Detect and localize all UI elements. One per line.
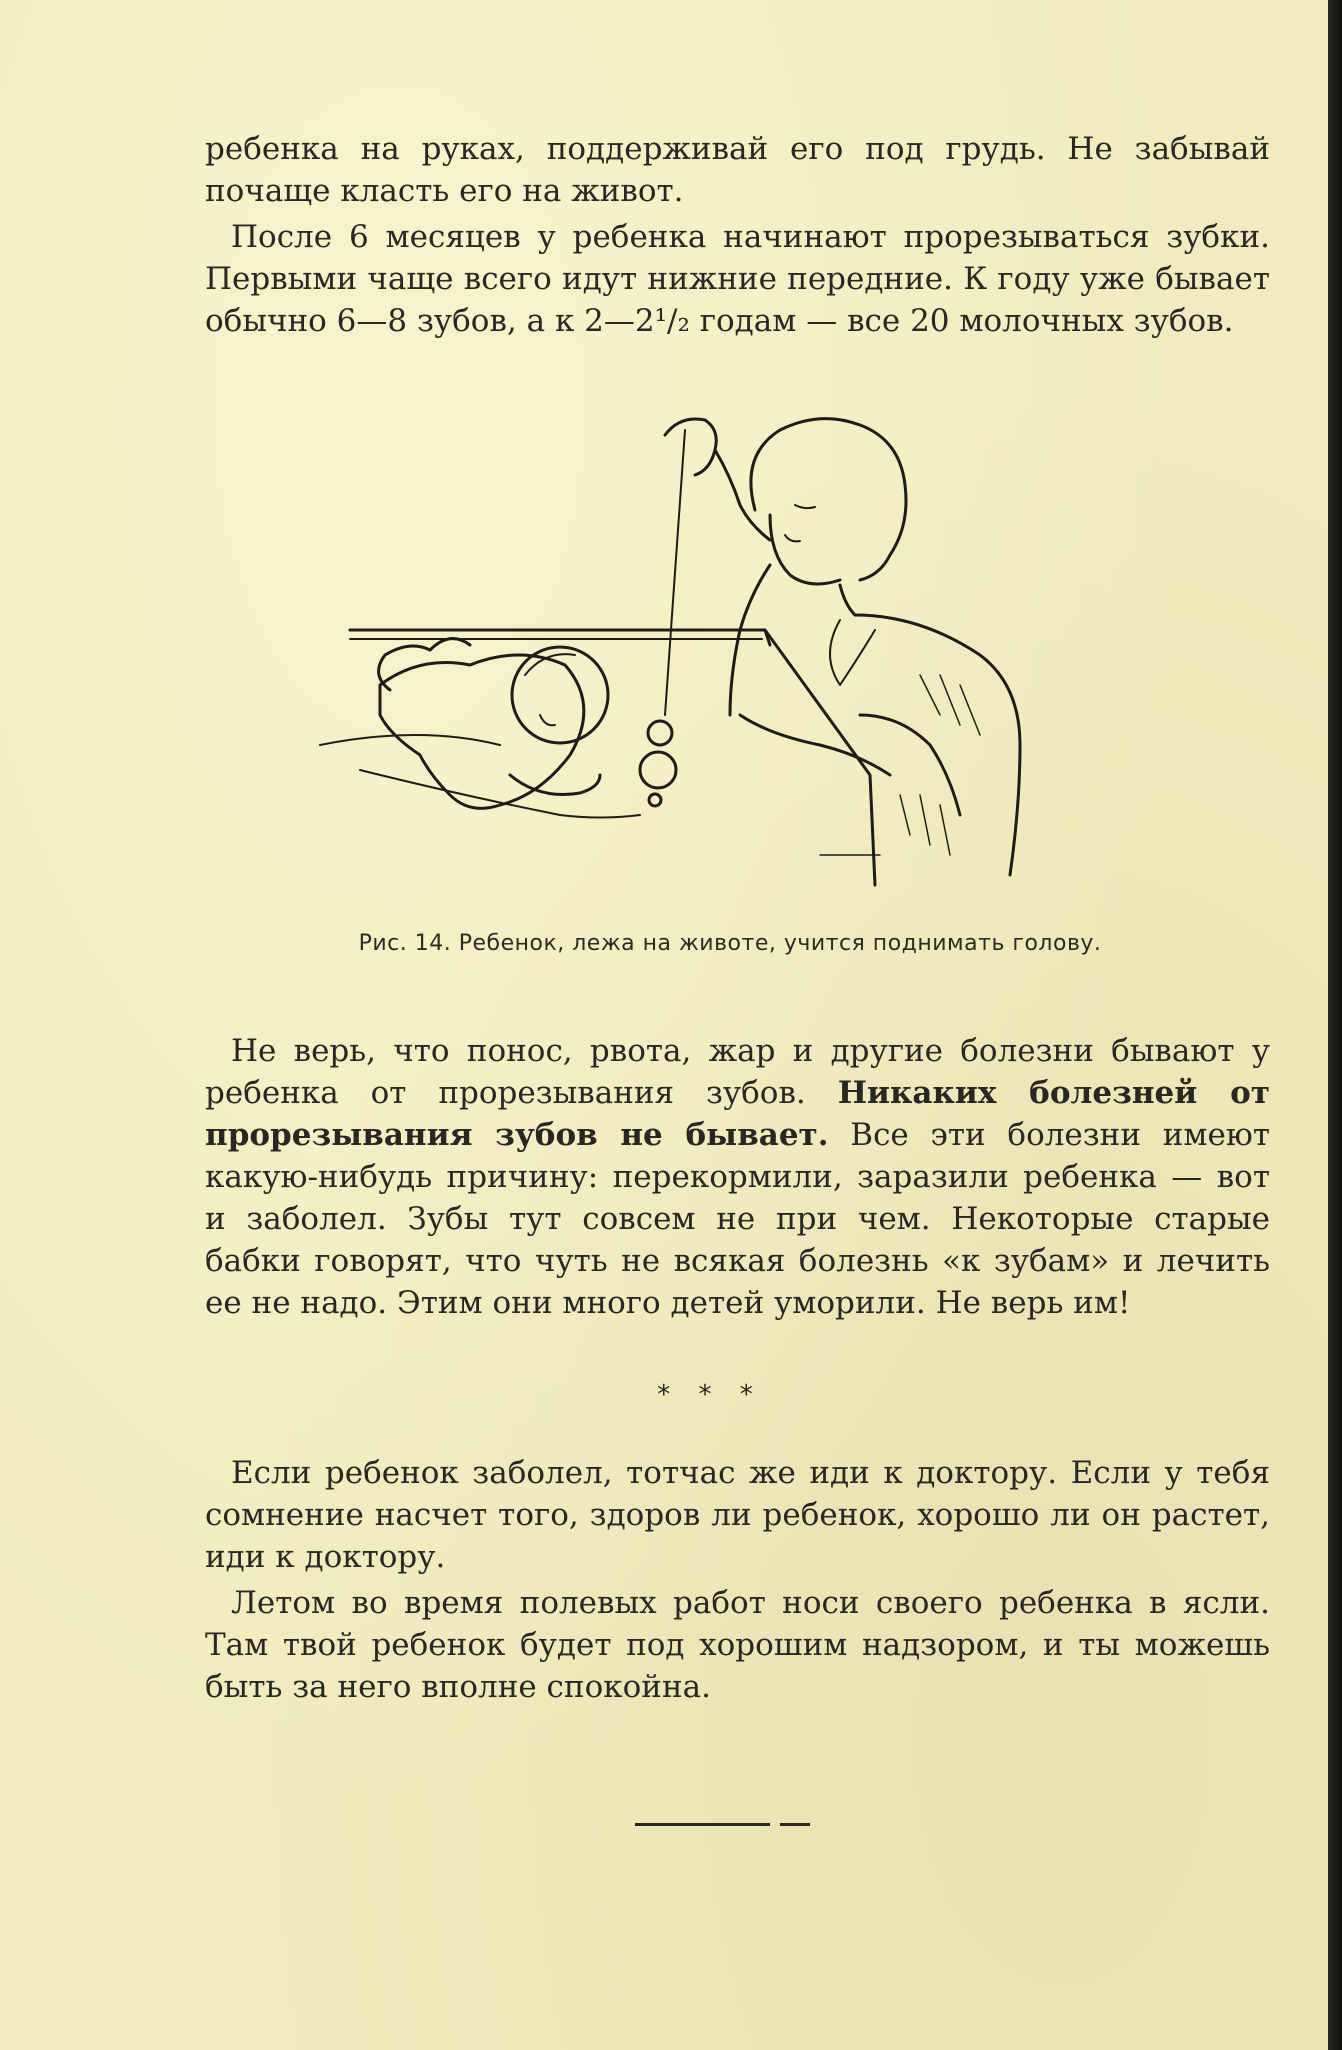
page-edge	[1328, 0, 1342, 2050]
mother-hair	[751, 419, 906, 580]
pendulum-string	[665, 430, 685, 715]
paragraph-2: После 6 месяцев у ребенка начинают прорезываться зубки. Первыми чаще всего идут нижние передние. К году уже бывает обычно 6—8 зубов, а к 2—2¹/₂ годам — все 20 молочных зубов.	[205, 219, 1270, 339]
paragraph-3-start: Не верь, что понос, рвота, жар и другие болезни бывают у ребенка от прорезывания зубов.	[205, 1033, 1270, 1111]
pendulum-ball-2	[640, 752, 676, 788]
section-separator: * * *	[657, 1380, 763, 1410]
baby-body	[380, 655, 584, 808]
table-edge	[350, 630, 770, 645]
paragraph-1: ребенка на руках, поддерживай его под грудь. Не забывай почаще класть его на живот.	[205, 131, 1270, 209]
paragraph-3	[205, 1030, 1270, 1324]
paragraph-5: Летом во время полевых работ носи своего ребенка в ясли. Там твой ребенок будет под хорошим надзором, и ты можешь быть за него вполне спокойна.	[205, 1585, 1270, 1705]
end-rule	[635, 1822, 810, 1828]
pendulum-ball-1	[648, 721, 672, 745]
illustration-mother-and-baby	[300, 415, 1160, 920]
text-block-top	[205, 128, 1270, 346]
paragraph-4: Если ребенок заболел, тотчас же иди к доктору. Если у тебя сомнение насчет того, здоров ли ребенок, хорошо ли он растет, иди к доктору.	[205, 1455, 1270, 1575]
paragraph-3-bold: Никаких болезней от прорезывания зубов не бывает.	[205, 1075, 1270, 1153]
text-block-middle	[205, 1030, 1270, 1328]
figure-caption: Рис. 14. Ребенок, лежа на животе, учится поднимать голову.	[358, 931, 1102, 956]
text-block-bottom	[205, 1452, 1270, 1712]
paragraph-3-end: Все эти болезни имеют какую-нибудь причину: перекормили, заразили ребенка — вот и заболел. Зубы тут совсем не при чем. Некоторые старые бабки говорят, что чуть не всякая болезнь «к зубам» и лечить ее не надо. Этим они много детей уморили. Не верь им!	[205, 1117, 1270, 1321]
